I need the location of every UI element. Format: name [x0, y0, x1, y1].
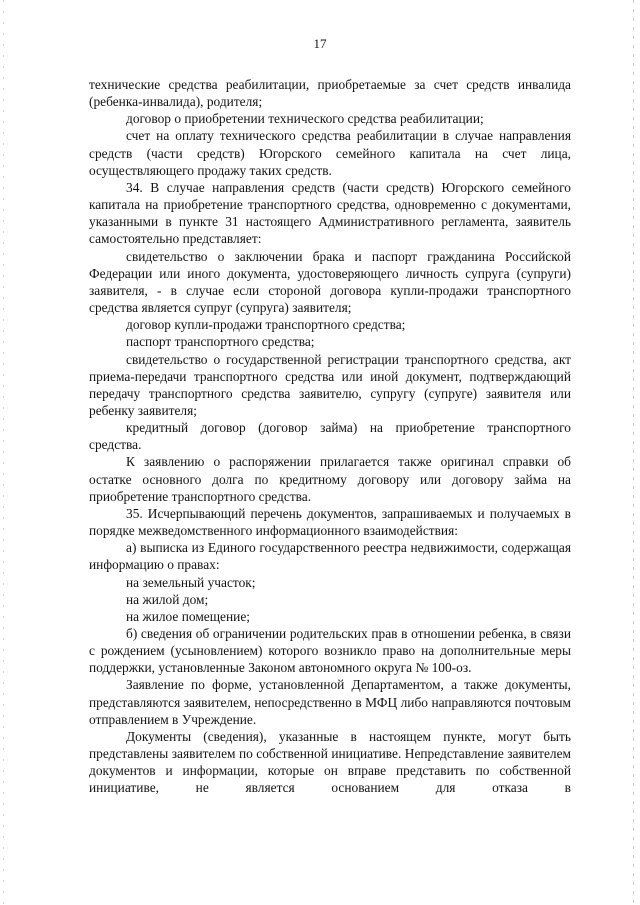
paragraph-last: Документы (сведения), указанные в настоящем пункте, могут быть представлены заявителем по собственной инициативе. Непредставление заявителем документов и информации, которые он вправе представить по собственной инициативе, не является основанием для отказа в: [89, 728, 571, 796]
page-number: 17: [313, 36, 327, 51]
paragraph: договор о приобретении технического средства реабилитации;: [126, 111, 484, 127]
scan-edge-right: [633, 0, 634, 905]
paragraph: 34. В случае направления средств (части средств) Югорского семейного капитала на приобретение транспортного средства, одновременно с документами, указанными в пункте 31 настоящего Административного регламента, заявитель самостоятельно представляет:: [89, 179, 571, 247]
paragraph: Заявление по форме, установленной Департаментом, а также документы, представляются заявителем, непосредственно в МФЦ либо направляются почтовым отправлением в Учреждение.: [89, 677, 571, 727]
paragraph: счет на оплату технического средства реабилитации в случае направления средств (части средств) Югорского семейного капитала на счет лица, осуществляющего продажу таких средств.: [89, 128, 571, 178]
scan-edge-left: [3, 0, 4, 905]
paragraph: на земельный участок;: [126, 574, 256, 590]
paragraph: свидетельство о государственной регистрации транспортного средства, акт приема-передачи транспортного средства или иной документ, подтверждающий передачу транспортного средства заявителю, супругу (супруге) заявителя или ребенку заявителя;: [89, 351, 571, 418]
paragraph: паспорт транспортного средства;: [126, 334, 315, 350]
paragraph: а) выписка из Единого государственного реестра недвижимости, содержащая информацию о правах:: [89, 540, 571, 573]
paragraph: технические средства реабилитации, приобретаемые за счет средств инвалида (ребенка-инвалида), родителя;: [89, 77, 571, 110]
paragraph: 35. Исчерпывающий перечень документов, запрашиваемых и получаемых в порядке межведомственного информационного взаимодействия:: [89, 505, 571, 539]
paragraph: на жилое помещение;: [126, 608, 250, 624]
paragraph: договор купли-продажи транспортного средства;: [126, 317, 406, 333]
paragraph: свидетельство о заключении брака и паспорт гражданина Российской Федерации или иного документа, удостоверяющего личность супруга (супруги) заявителя, - в случае если стороной договора купли-продажи транспортного средства является супруг (супруга) заявителя;: [89, 248, 571, 316]
paragraph: б) сведения об ограничении родительских прав в отношении ребенка, в связи с рождением (усыновлением) которого возникло право на дополнительные меры поддержки, установленные Законом автономного округа № 100-оз.: [89, 626, 571, 676]
paragraph: К заявлению о распоряжении прилагается также оригинал справки об остатке основного долга по кредитному договору или договору займа на приобретение транспортного средства.: [89, 454, 571, 504]
document-body: [89, 76, 571, 797]
paragraph: кредитный договор (договор займа) на приобретение транспортного средства.: [89, 420, 571, 453]
paragraph: на жилой дом;: [126, 591, 209, 607]
